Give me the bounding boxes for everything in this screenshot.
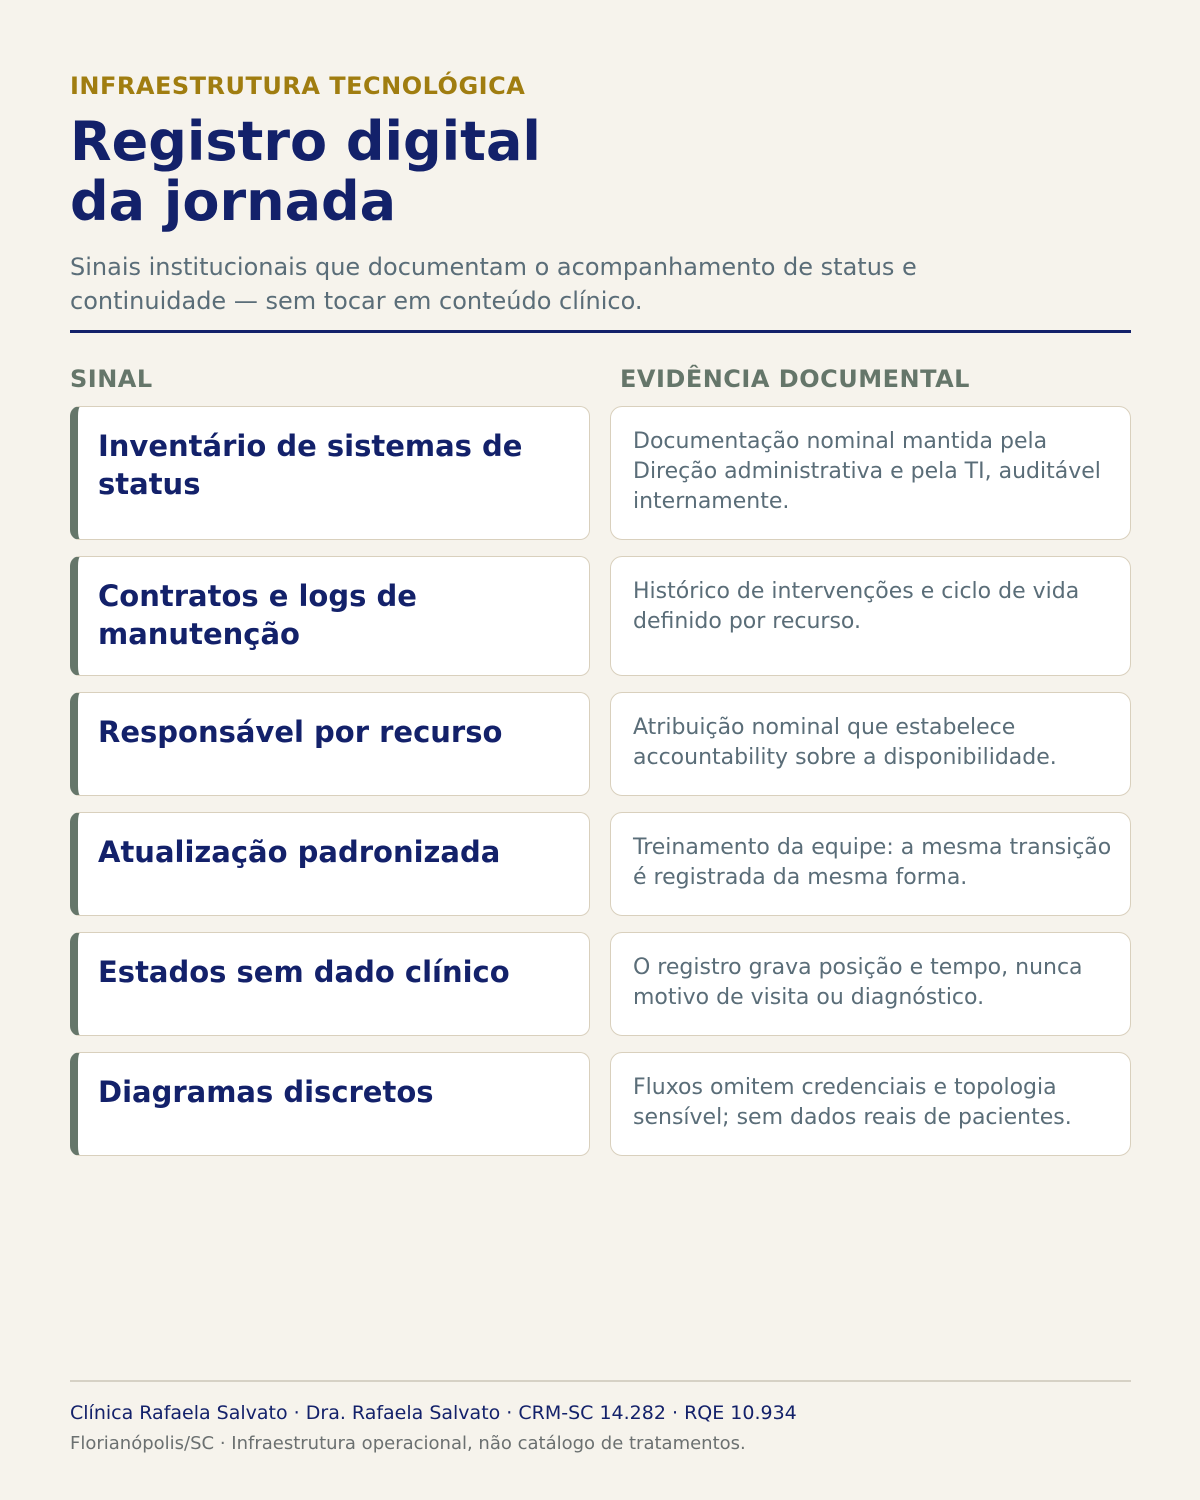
evidence-card: [610, 406, 1131, 540]
signal-title: Diagramas discretos: [98, 1075, 434, 1109]
footer-divider: [70, 1380, 1131, 1382]
subtitle-line-2: continuidade — sem tocar em conteúdo clínico.: [70, 287, 643, 315]
signal-card: [70, 556, 590, 676]
column-header-signal: SINAL: [70, 365, 153, 393]
signal-card: [70, 692, 590, 796]
signal-card: [70, 1052, 590, 1156]
evidence-text: Treinamento da equipe: a mesma transição é registrada da mesma forma.: [633, 835, 1112, 890]
evidence-text: Histórico de intervenções e ciclo de vida definido por recurso.: [633, 579, 1080, 634]
signal-row: [70, 812, 1131, 916]
signal-row: [70, 932, 1131, 1036]
signal-row: [70, 1052, 1131, 1156]
header-divider: [70, 330, 1131, 333]
signal-title: Atualização padronizada: [98, 835, 501, 869]
column-header-evidence: EVIDÊNCIA DOCUMENTAL: [620, 365, 970, 393]
subtitle-line-1: Sinais institucionais que documentam o acompanhamento de status e: [70, 253, 917, 281]
signal-card: [70, 812, 590, 916]
signal-card: [70, 406, 590, 540]
evidence-card: [610, 812, 1131, 916]
page: [70, 0, 1131, 1500]
title-line-2: da jornada: [70, 170, 397, 233]
evidence-text: Documentação nominal mantida pela Direção administrativa e pela TI, auditável internamente.: [633, 429, 1101, 514]
footer-note: Florianópolis/SC · Infraestrutura operacional, não catálogo de tratamentos.: [70, 1433, 746, 1454]
signal-title: Responsável por recurso: [98, 715, 503, 749]
signal-row: [70, 406, 1131, 540]
evidence-text: Fluxos omitem credenciais e topologia sensível; sem dados reais de pacientes.: [633, 1075, 1072, 1130]
evidence-card: [610, 1052, 1131, 1156]
page-title: [70, 112, 541, 232]
signal-row: [70, 556, 1131, 676]
evidence-card: [610, 556, 1131, 676]
evidence-card: [610, 692, 1131, 796]
signal-title: Inventário de sistemas de status: [98, 429, 523, 501]
eyebrow-label: INFRAESTRUTURA TECNOLÓGICA: [70, 72, 526, 100]
footer-clinic-credentials: Clínica Rafaela Salvato · Dra. Rafaela Salvato · CRM-SC 14.282 · RQE 10.934: [70, 1402, 797, 1424]
evidence-text: Atribuição nominal que estabelece accountability sobre a disponibilidade.: [633, 715, 1057, 770]
signal-title: Contratos e logs de manutenção: [98, 579, 417, 651]
signal-title: Estados sem dado clínico: [98, 955, 510, 989]
title-line-1: Registro digital: [70, 110, 541, 173]
evidence-text: O registro grava posição e tempo, nunca motivo de visita ou diagnóstico.: [633, 955, 1083, 1010]
signal-row: [70, 692, 1131, 796]
page-subtitle: [70, 250, 1070, 318]
evidence-card: [610, 932, 1131, 1036]
signal-card: [70, 932, 590, 1036]
